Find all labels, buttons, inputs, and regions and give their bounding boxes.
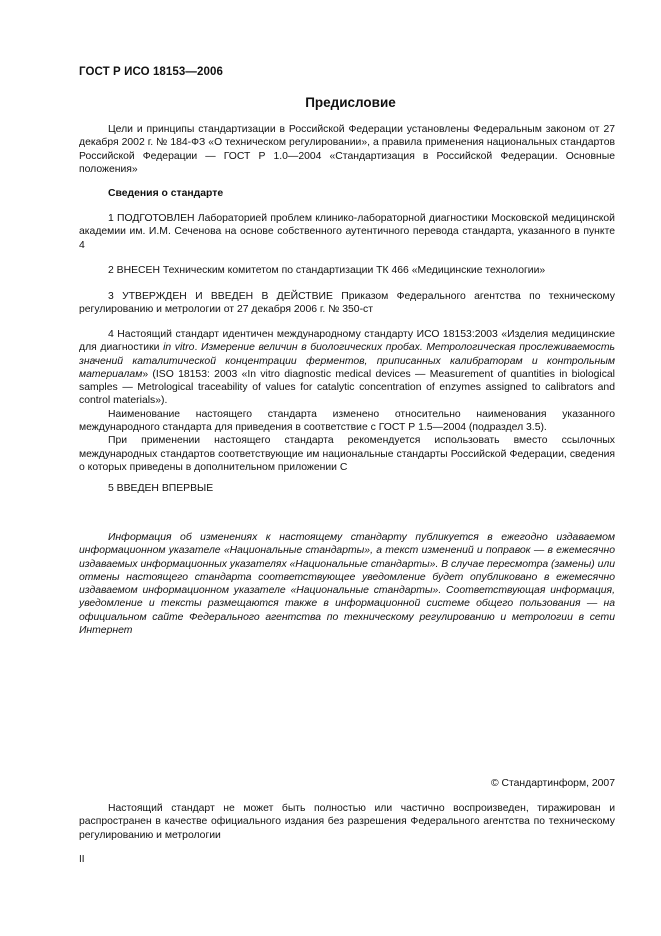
- page-number: II: [79, 854, 85, 865]
- notice-block: [79, 531, 615, 637]
- item-3-paragraph: 3 УТВЕРЖДЕН И ВВЕДЕН В ДЕЙСТВИЕ Приказом Федерального агентства по техническому регулированию и метрологии от 27 декабря 2006 г. № 350-ст: [79, 291, 615, 316]
- document-header: ГОСТ Р ИСО 18153—2006: [79, 66, 224, 78]
- item-4-paragraph-3: При применении настоящего стандарта рекомендуется использовать вместо ссылочных международных стандартов соответствующие им национальные стандарты Российской Федерации, сведения о которых приведены в дополнительном приложении С: [79, 435, 615, 473]
- reproduction-paragraph: Настоящий стандарт не может быть полностью или частично воспроизведен, тиражирован и распространен в качестве официального издания без разрешения Федерального агентства по техническому регулированию и метрологии: [79, 803, 615, 841]
- item-4-italic-a: in vitro: [163, 342, 195, 354]
- item-5-paragraph: 5 ВВЕДЕН ВПЕРВЫЕ: [108, 483, 214, 494]
- item-4-paragraph-2: Наименование настоящего стандарта изменено относительно наименования указанного международного стандарта для приведения в соответствие с ГОСТ Р 1.5—2004 (подраздел 3.5).: [79, 408, 615, 434]
- info-heading-block: [79, 187, 615, 200]
- item-3-block: [79, 290, 615, 317]
- item-4-text-a: 4 Настоящий стандарт идентичен международному стандарту ИСО 18153:2003 «Изделия медицинские для диагностики: [79, 329, 615, 354]
- item-1-paragraph: 1 ПОДГОТОВЛЕН Лабораторией проблем клинико-лабораторной диагностики Московской медицинской академии им. И.М. Сеченова на основе собственного аутентичного перевода стандарта, указанного в пункте 4: [79, 213, 615, 251]
- item-4-italic-b: Измерение величин в биологических пробах. Метрологическая прослеживаемость значений каталитической концентрации ферментов, приписанных калибраторам и контрольным материалам: [79, 342, 615, 380]
- item-2-paragraph: 2 ВНЕСЕН Техническим комитетом по стандартизации ТК 466 «Медицинские технологии»: [108, 265, 546, 276]
- item-2-block: [79, 264, 615, 277]
- item-4-text-b: .: [194, 342, 201, 354]
- reproduction-block: [79, 802, 615, 842]
- item-5-block: [79, 482, 615, 495]
- item-4-block: [79, 328, 615, 474]
- intro-block: [79, 123, 615, 176]
- copyright-text: © Стандартинформ, 2007: [490, 778, 615, 789]
- page-title: Предисловие: [305, 95, 396, 110]
- notice-paragraph: Информация об изменениях к настоящему стандарту публикуется в ежегодно издаваемом информационном указателе «Национальные стандарты», а текст изменений и поправок — в ежемесячно издаваемых информационных указателях «Национальные стандарты». В случае пересмотра (замены) или отмены настоящего стандарта соответствующее уведомление будет опубликовано в ежемесячно издаваемом информационном указателе «Национальные стандарты». Соответствующая информация, уведомление и тексты размещаются также в информационной системе общего пользования — на официальном сайте Федерального агентства по техническому регулированию и метрологии в сети Интернет: [79, 532, 615, 637]
- copyright-block: [79, 777, 615, 790]
- intro-paragraph: Цели и принципы стандартизации в Российской Федерации установлены Федеральным законом от 27 декабря 2002 г. № 184-ФЗ «О техническом регулировании», а правила применения национальных стандартов Российской Федерации — ГОСТ Р 1.0—2004 «Стандартизация в Российской Федерации. Основные положения»: [79, 124, 615, 175]
- item-1-block: [79, 212, 615, 252]
- item-4-paragraph: [79, 328, 615, 408]
- item-4-text-c: » (ISO 18153: 2003 «In vitro diagnostic medical devices — Measurement of quantities in biological samples — Metrological traceability of values for catalytic concentration of enzymes assigned to calibrators and control materials»).: [79, 368, 615, 407]
- info-heading: Сведения о стандарте: [108, 188, 224, 199]
